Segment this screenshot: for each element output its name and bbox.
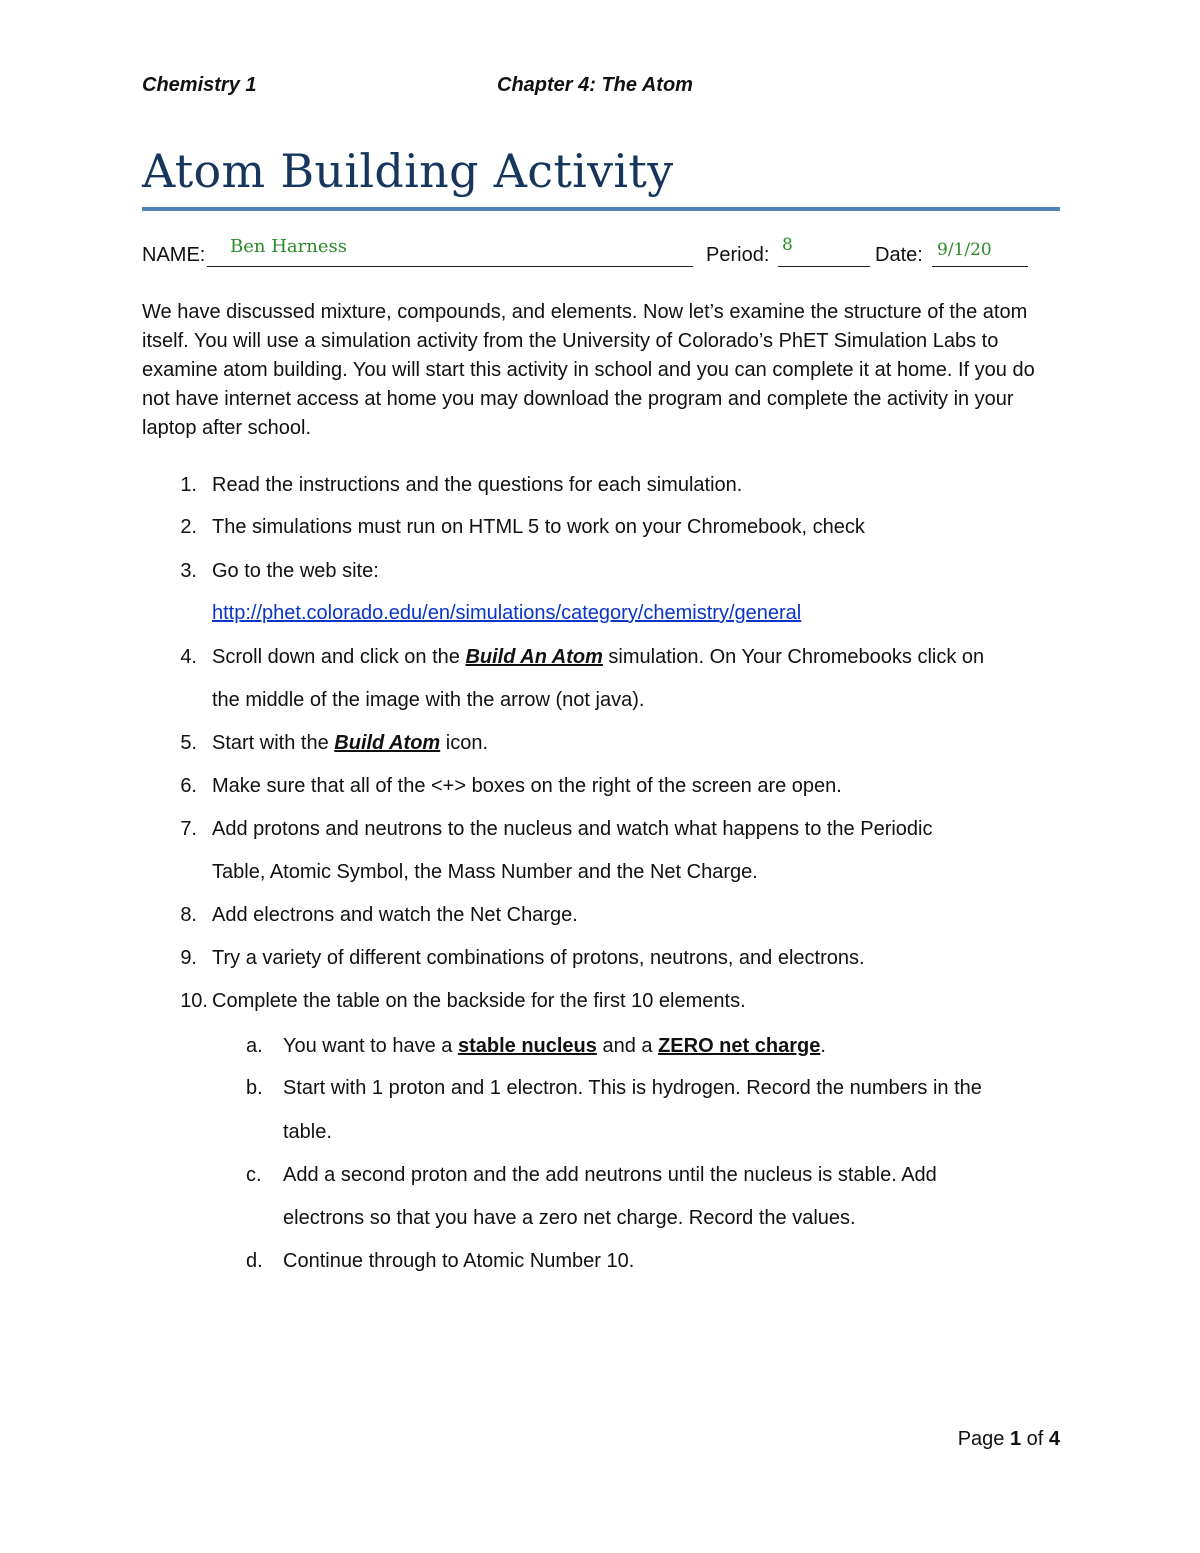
step-number: 7. bbox=[180, 818, 197, 840]
name-field[interactable] bbox=[207, 266, 693, 267]
step-text: Add electrons and watch the Net Charge. bbox=[212, 904, 578, 926]
date-field[interactable] bbox=[932, 266, 1028, 267]
step-text: Try a variety of different combinations of protons, neutrons, and electrons. bbox=[212, 947, 865, 969]
substep-text: Add a second proton and the add neutrons until the nucleus is stable. Add bbox=[283, 1164, 937, 1186]
title-rule bbox=[142, 207, 1060, 211]
period-value: 8 bbox=[782, 235, 793, 255]
step-number: 9. bbox=[180, 947, 197, 969]
step-text: Table, Atomic Symbol, the Mass Number and the Net Charge. bbox=[212, 861, 758, 883]
header-chapter: Chapter 4: The Atom bbox=[497, 74, 693, 96]
step-text: the middle of the image with the arrow (not java). bbox=[212, 689, 645, 711]
page-number: Page 1 of 4 bbox=[957, 1428, 1060, 1450]
name-label: NAME: bbox=[142, 244, 206, 266]
step-number: 1. bbox=[180, 474, 197, 496]
name-value: Ben Harness bbox=[230, 236, 347, 257]
date-value: 9/1/20 bbox=[937, 240, 992, 260]
step-number: 2. bbox=[180, 516, 197, 538]
step-number: 6. bbox=[180, 775, 197, 797]
step-text: Make sure that all of the <+> boxes on the right of the screen are open. bbox=[212, 775, 842, 797]
substep-text: Start with 1 proton and 1 electron. This is hydrogen. Record the numbers in the bbox=[283, 1077, 982, 1099]
substep-letter: a. bbox=[246, 1035, 263, 1057]
date-label: Date: bbox=[875, 244, 923, 266]
step-text: Read the instructions and the questions for each simulation. bbox=[212, 474, 743, 496]
substep-text: You want to have a stable nucleus and a ZERO net charge. bbox=[283, 1035, 826, 1057]
step-number: 3. bbox=[180, 560, 197, 582]
build-atom-emphasis: Build Atom bbox=[334, 732, 441, 754]
step-text: Complete the table on the backside for the first 10 elements. bbox=[212, 990, 746, 1012]
step-number: 4. bbox=[180, 646, 197, 668]
substep-letter: c. bbox=[246, 1164, 262, 1186]
page-title: Atom Building Activity bbox=[142, 144, 674, 198]
header-course: Chemistry 1 bbox=[142, 74, 257, 96]
substep-text: Continue through to Atomic Number 10. bbox=[283, 1250, 635, 1272]
step-text: Add protons and neutrons to the nucleus and watch what happens to the Periodic bbox=[212, 818, 933, 840]
step-text: Go to the web site: bbox=[212, 560, 379, 582]
step-number: 10. bbox=[180, 990, 208, 1012]
phet-link[interactable]: http://phet.colorado.edu/en/simulations/category/chemistry/general bbox=[212, 602, 802, 624]
step-number: 5. bbox=[180, 732, 197, 754]
stable-nucleus-emphasis: stable nucleus bbox=[457, 1035, 597, 1057]
substep-letter: d. bbox=[246, 1250, 263, 1272]
step-text: The simulations must run on HTML 5 to work on your Chromebook, check bbox=[212, 516, 865, 538]
step-text: Scroll down and click on the Build An Atom simulation. On Your Chromebooks click on bbox=[212, 646, 985, 668]
step-number: 8. bbox=[180, 904, 197, 926]
zero-net-charge-emphasis: ZERO net charge bbox=[658, 1035, 821, 1057]
step-text: Start with the Build Atom icon. bbox=[212, 732, 489, 754]
period-label: Period: bbox=[706, 244, 770, 266]
substep-text: table. bbox=[283, 1121, 332, 1143]
intro-paragraph: We have discussed mixture, compounds, and elements. Now let’s examine the structure of the atom itself. You will use a simulation activity from the University of Colorado’s PhET Simulation Labs to examine atom building. You will start this activity in school and you can complete it at home. If you do not have internet access at home you may download the program and complete the activity in your laptop after school. bbox=[142, 301, 1035, 439]
period-field[interactable] bbox=[778, 266, 870, 267]
substep-letter: b. bbox=[246, 1077, 263, 1099]
build-an-atom-emphasis: Build An Atom bbox=[465, 646, 603, 668]
substep-text: electrons so that you have a zero net charge. Record the values. bbox=[283, 1207, 856, 1229]
